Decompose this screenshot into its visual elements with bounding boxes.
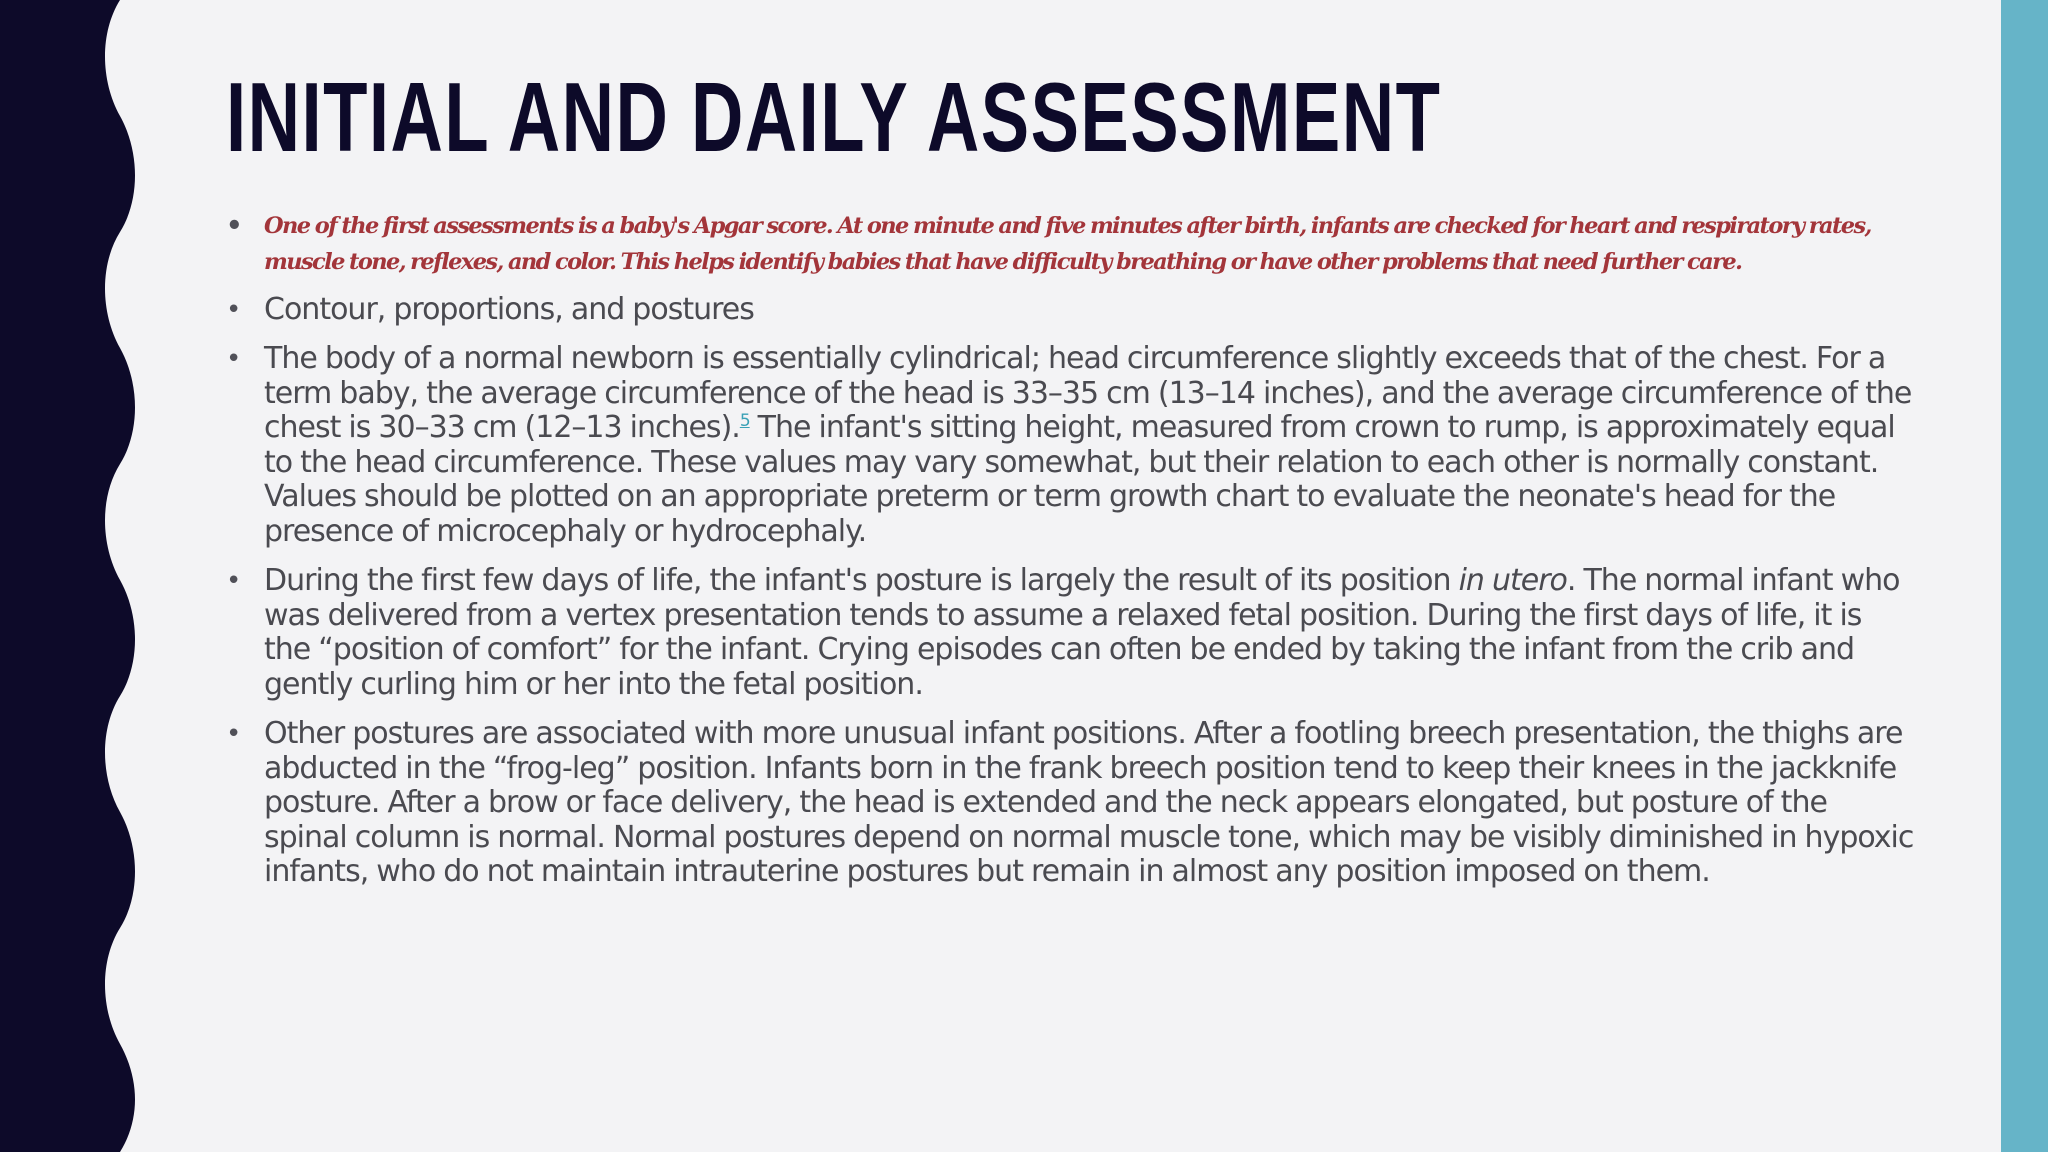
bullet-dot: • [226,211,242,241]
bullet-apgar [226,208,1914,280]
bullet-other-postures [226,716,1914,890]
bullet-text: Other postures are associated with more unusual infant positions. After a footling breech presentation, the thighs are abducted in the “frog-leg” position. Infants born in the frank breech position tend to keep their knees in the jackknife posture. After a brow or face delivery, the head is extended and the neck appears elongated, but posture of the spinal column is normal. Normal postures depend on normal muscle tone, which may be visibly diminished in hypoxic infants, who do not maintain intrauterine postures but remain in almost any position imposed on them. [264,716,1914,889]
italic-term: in utero [1458,563,1567,598]
bullet-text: One of the first assessments is a baby's Apgar score. At one minute and five minutes after birth, infants are checked for heart and respiratory rates, muscle tone, reflexes, and color. This helps identify babies that have difficulty breathing or have other problems that need further care. [264,213,1871,275]
bullet-dot: • [226,566,241,596]
bullet-contour [226,292,1914,328]
bullet-body-proportions [226,341,1914,549]
bullet-text-continued: The infant's sitting height, measured from crown to rump, is approximately equal to the head circumference. These values may vary somewhat, but their relation to each other is normally constant. Values should be plotted on an appropriate preterm or term growth chart to evaluate the neonate's head for the presence of microcephaly or hydrocephaly. [264,410,1895,549]
bullet-posture-first-days [226,563,1914,702]
bullet-dot: • [226,344,241,374]
slide-title: INITIAL AND DAILY ASSESSMENT [226,62,1442,172]
bullet-dot: • [226,719,241,749]
reference-link[interactable]: 5 [739,411,750,431]
bullet-text-continued: . The normal infant who was delivered from a vertex presentation tends to assume a relaxed fetal position. During the first days of life, it is the “position of comfort” for the infant. Crying episodes can often be ended by taking the infant from the crib and gently curling him or her into the fetal position. [264,563,1900,702]
bullet-dot: • [226,295,241,325]
bullet-text: During the first few days of life, the infant's posture is largely the result of its position [264,563,1459,598]
bullet-text: Contour, proportions, and postures [264,292,754,327]
bullet-text: The body of a normal newborn is essentially cylindrical; head circumference slightly exceeds that of the chest. For a term baby, the average circumference of the head is 33–35 cm (13–14 inches), and the average circumference of the chest is 30–33 cm (12–13 inches). [264,341,1912,445]
